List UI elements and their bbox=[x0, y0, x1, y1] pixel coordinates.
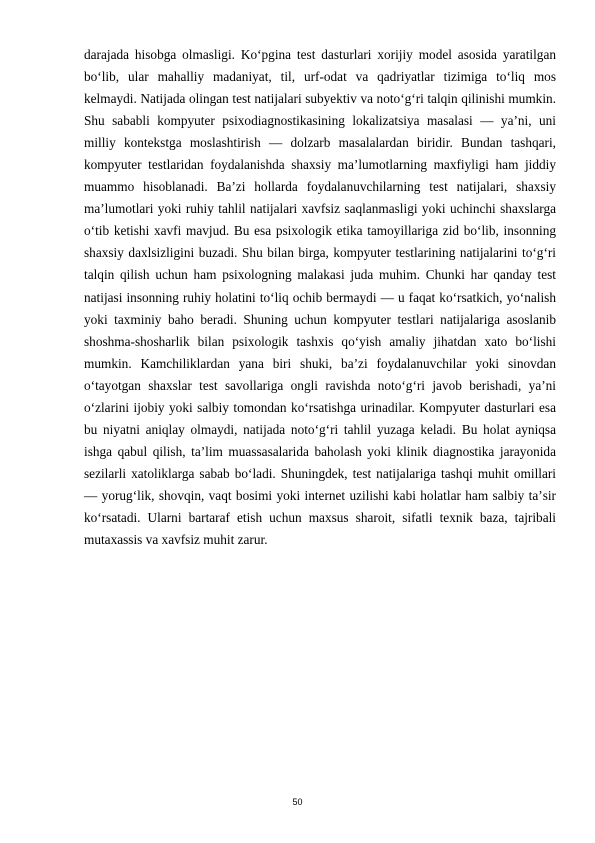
page-number: 50 bbox=[292, 797, 303, 807]
body-paragraph: darajada hisobga olmasligi. Koʻpgina test dasturlari xorijiy model asosida yaratilgan boʻlib, ular mahalliy madaniyat, til, urf-odat va qadriyatlar tizimiga toʻliq mos kelmaydi. Natijada olingan test natijalari subyektiv va notoʻgʻri talqin qilinishi mumkin. Shu sababli kompyuter psixodiagnostikasining lokalizatsiya masalasi — yaʼni, uni milliy kontekstga moslashtirish — dolzarb masalalardan biridir. Bundan tashqari, kompyuter testlaridan foydalanishda shaxsiy maʼlumotlarning maxfiyligi ham jiddiy muammo hisoblanadi. Baʼzi hollarda foydalanuvchilarning test natijalari, shaxsiy maʼlumotlari yoki ruhiy tahlil natijalari xavfsiz saqlanmasligi yoki uchinchi shaxslarga oʻtib ketishi xavfi mavjud. Bu esa psixologik etika tamoyillariga zid boʻlib, insonning shaxsiy daxlsizligini buzadi. Shu bilan birga, kompyuter testlarining natijalarini toʻgʻri talqin qilish uchun ham psixologning malakasi juda muhim. Chunki har qanday test natijasi insonning ruhiy holatini toʻliq ochib bermaydi — u faqat koʻrsatkich, yoʻnalish yoki taxminiy baho beradi. Shuning uchun kompyuter testlari natijalariga asoslanib shoshma-shosharlik bilan psixologik tashxis qoʻyish amaliy jihatdan xato boʻlishi mumkin. Kamchiliklardan yana biri shuki, baʼzi foydalanuvchilar yoki sinovdan oʻtayotgan shaxslar test savollariga ongli ravishda notoʻgʻri javob berishadi, yaʼni oʻzlarini ijobiy yoki salbiy tomondan koʻrsatishga urinadilar. Kompyuter dasturlari esa bu niyatni aniqlay olmaydi, natijada notoʻgʻri tahlil yuzaga keladi. Bu holat ayniqsa ishga qabul qilish, taʼlim muassasalarida baholash yoki klinik diagnostika jarayonida sezilarli xatoliklarga sabab boʻladi. Shuningdek, test natijalariga tashqi muhit omillari — yorugʻlik, shovqin, vaqt bosimi yoki internet uzilishi kabi holatlar ham salbiy taʼsir koʻrsatadi. Ularni bartaraf etish uchun maxsus sharoit, sifatli texnik baza, tajribali mutaxassis va xavfsiz muhit zarur. bbox=[84, 47, 556, 548]
